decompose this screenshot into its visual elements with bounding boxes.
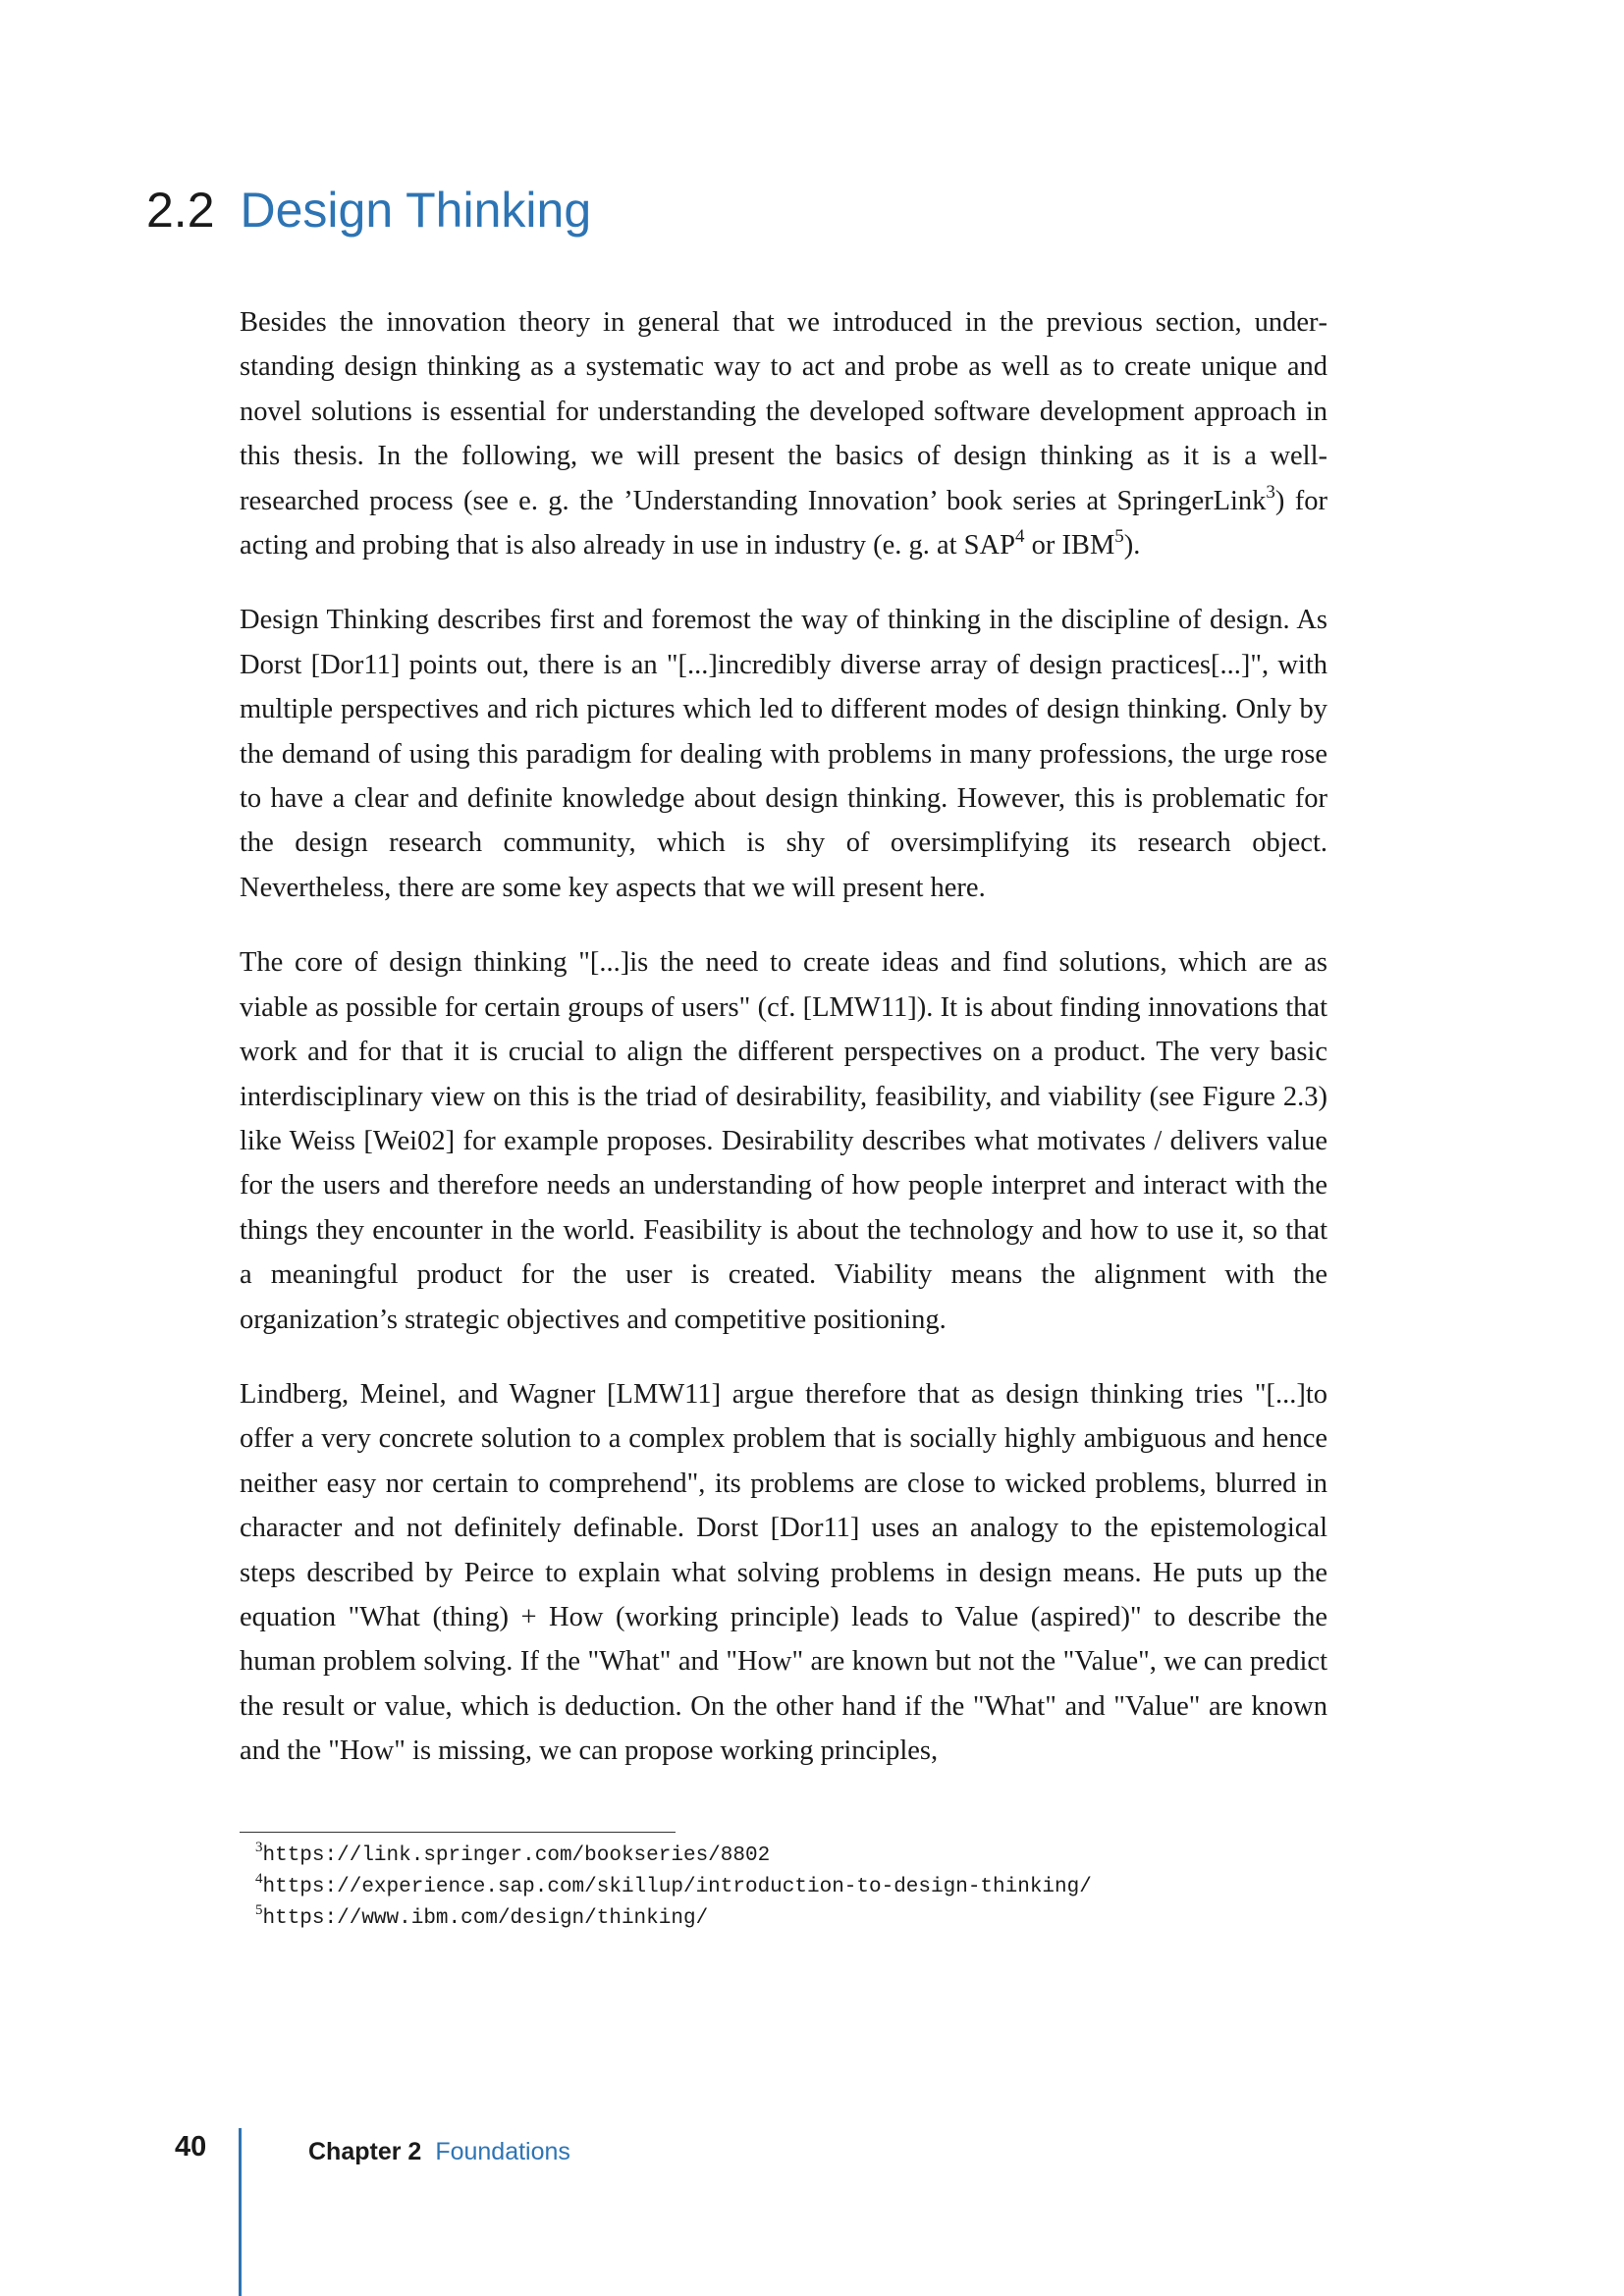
footnote-4	[255, 1872, 1092, 1903]
paragraph-text: Besides the innovation theory in general that we introduced in the previous section, understanding design thinking as a systematic way to act and probe as well as to create unique and novel solutions is essential for understanding the developed software development approach in this thesis. In the following, we will present the basics of design thinking as it is a well-researched process (see e. g. the ’Understanding Innovation’ book series at SpringerLink	[240, 307, 1327, 516]
paragraph-text: or IBM	[1024, 530, 1115, 561]
footer-divider	[239, 2128, 242, 2296]
paragraph-text: ).	[1123, 530, 1141, 561]
footnote-mark: 3	[255, 1840, 263, 1855]
body-text	[240, 300, 1327, 1774]
section-title: Design Thinking	[240, 183, 592, 238]
paragraph-4: Lindberg, Meinel, and Wagner [LMW11] argue therefore that as design thinking tries "[...]to offer a very concrete solution to a complex problem that is socially highly ambiguous and hence neither easy nor certain to comprehend", its problems are close to wicked problems, blurred in character and not definitely definable. Dorst [Dor11] uses an analogy to the epistemological steps described by Peirce to explain what solving problems in design means. He puts up the equation "What (thing) + How (working principle) leads to Value (aspired)" to describe the human problem solving. If the "What" and "How" are known but not the "Value", we can predict the result or value, which is deduction. On the other hand if the "What" and "Value" are known and the "How" is missing, we can propose working principles,	[240, 1378, 1327, 1767]
footnote-3	[255, 1841, 1092, 1872]
chapter-label: Chapter 2	[308, 2138, 422, 2165]
footnote-ref-4[interactable]: 4	[1014, 526, 1025, 548]
footnote-link[interactable]: https://experience.sap.com/skillup/introduction-to-design-thinking/	[262, 1876, 1092, 1898]
paragraph-2: Design Thinking describes first and foremost the way of thinking in the discipline of design. As Dorst [Dor11] points out, there is an "[...]incredibly diverse array of design practices[...]", with multiple perspectives and rich pictures which led to different modes of design thinking. Only by the demand of using this paradigm for dealing with problems in many professions, the urge rose to have a clear and definite knowledge about design thinking. However, this is problematic for the design research community, which is shy of oversimplifying its research object. Nevertheless, there are some key aspects that we will present here.	[240, 605, 1327, 903]
running-footer	[308, 2136, 570, 2167]
paragraph-text: ) for acting and probing that is also already in use in industry (e. g. at SAP	[240, 485, 1327, 561]
footnote-5	[255, 1903, 1092, 1935]
page-number: 40	[175, 2131, 207, 2163]
footnote-mark: 4	[255, 1871, 263, 1887]
section-number: 2.2	[146, 183, 215, 238]
footnote-link[interactable]: https://www.ibm.com/design/thinking/	[262, 1907, 709, 1930]
footnote-link[interactable]: https://link.springer.com/bookseries/8802	[262, 1844, 771, 1867]
chapter-title[interactable]: Foundations	[435, 2138, 570, 2165]
footnote-ref-5[interactable]: 5	[1114, 526, 1124, 548]
footnote-ref-3[interactable]: 3	[1266, 481, 1275, 503]
footnote-divider	[240, 1832, 676, 1833]
footnote-mark: 5	[255, 1902, 263, 1918]
footnotes	[255, 1841, 1092, 1935]
section-heading	[146, 180, 591, 240]
paragraph-3: The core of design thinking "[...]is the need to create ideas and find solutions, which are as viable as possible for certain groups of users" (cf. [LMW11]). It is about finding innovations that work and for that it is crucial to align the different perspectives on a product. The very basic interdisciplinary view on this is the triad of desirability, feasibility, and viability (see Figure 2.3) like Weiss [Wei02] for example proposes. Desirability describes what motivates / delivers value for the users and therefore needs an understanding of how people interpret and interact with the things they encounter in the world. Feasibility is about the technology and how to use it, so that a meaningful product for the user is created. Viability means the alignment with the organization’s strategic objectives and competitive positioning.	[240, 947, 1327, 1335]
paragraph-1	[240, 300, 1327, 567]
